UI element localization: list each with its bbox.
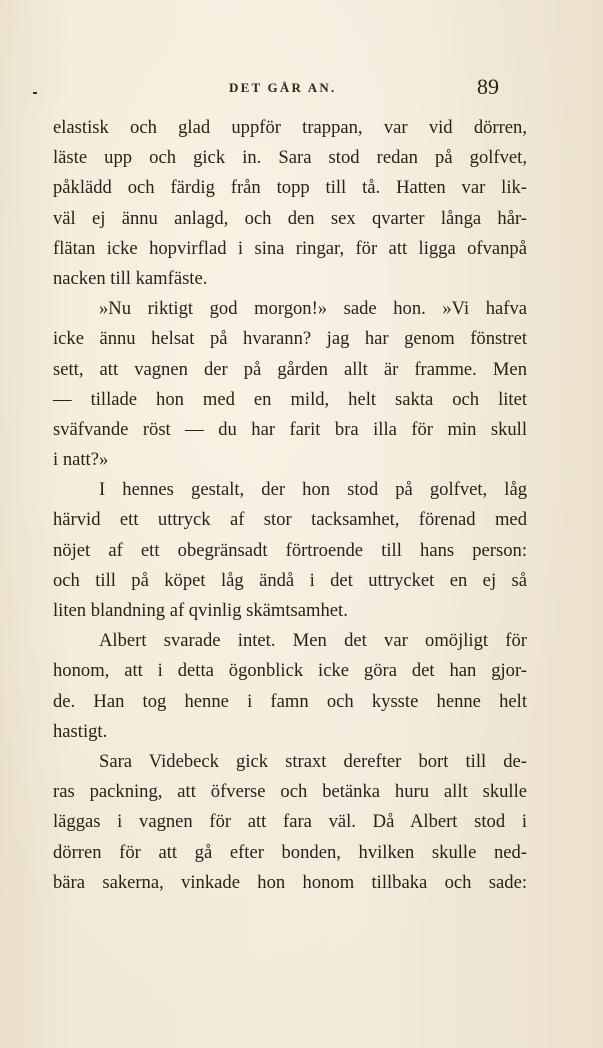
text-line: sväfvande röst — du har farit bra illa för min skull (53, 418, 527, 440)
text-line: bära sakerna, vinkade hon honom tillbaka och sade: (53, 871, 527, 893)
text-line: elastisk och glad uppför trappan, var vid dörren, (53, 117, 527, 138)
text-line: icke ännu helsat på hvarann? jag har genom fönstret (53, 328, 527, 350)
text-line: läste upp och gick in. Sara stod redan på golfvet, (53, 147, 527, 169)
text-line: nöjet af ett obegränsadt förtroende till hans person: (53, 539, 527, 561)
text-line: påklädd och färdig från topp till tå. Hatten var lik- (53, 177, 527, 199)
text-line: och till på köpet låg ändå i det uttrycket en ej så (53, 569, 527, 591)
text-line: liten blandning af qvinlig skämtsamhet. (53, 600, 348, 621)
text-line: väl ej ännu anlagd, och den sex qvarter långa hår- (53, 207, 527, 229)
text-line: dörren för att gå efter bonden, hvilken skulle ned- (53, 841, 527, 863)
text-line: »Nu riktigt god morgon!» sade hon. »Vi hafva (99, 298, 527, 320)
text-line: Sara Videbeck gick straxt derefter bort till de- (99, 750, 527, 772)
text-line: sett, att vagnen der på gården allt är framme. Men (53, 358, 527, 380)
text-line: i natt?» (53, 449, 109, 471)
text-line: flätan icke hopvirflad i sina ringar, för att ligga ofvanpå (53, 237, 527, 259)
text-line: hastigt. (53, 720, 108, 742)
text-line: de. Han tog henne i famn och kysste henne helt (53, 690, 527, 712)
running-title: DET GÅR AN. (229, 80, 337, 95)
body-text (53, 113, 527, 898)
text-line: I hennes gestalt, der hon stod på golfvet, låg (99, 479, 527, 501)
text-line: härvid ett uttryck af stor tacksamhet, förenad med (53, 509, 527, 531)
text-line: — tillade hon med en mild, helt sakta och litet (53, 388, 527, 410)
page-number: 89 (477, 74, 499, 99)
text-line: nacken till kamfäste. (53, 267, 208, 289)
margin-dot-mark (33, 92, 37, 94)
text-line: honom, att i detta ögonblick icke göra det han gjor- (53, 660, 527, 682)
text-line: ras packning, att öfverse och betänka huru allt skulle (53, 781, 527, 803)
text-line: läggas i vagnen för att fara väl. Då Albert stod i (53, 811, 527, 833)
text-line: Albert svarade intet. Men det var omöjligt för (99, 630, 527, 652)
